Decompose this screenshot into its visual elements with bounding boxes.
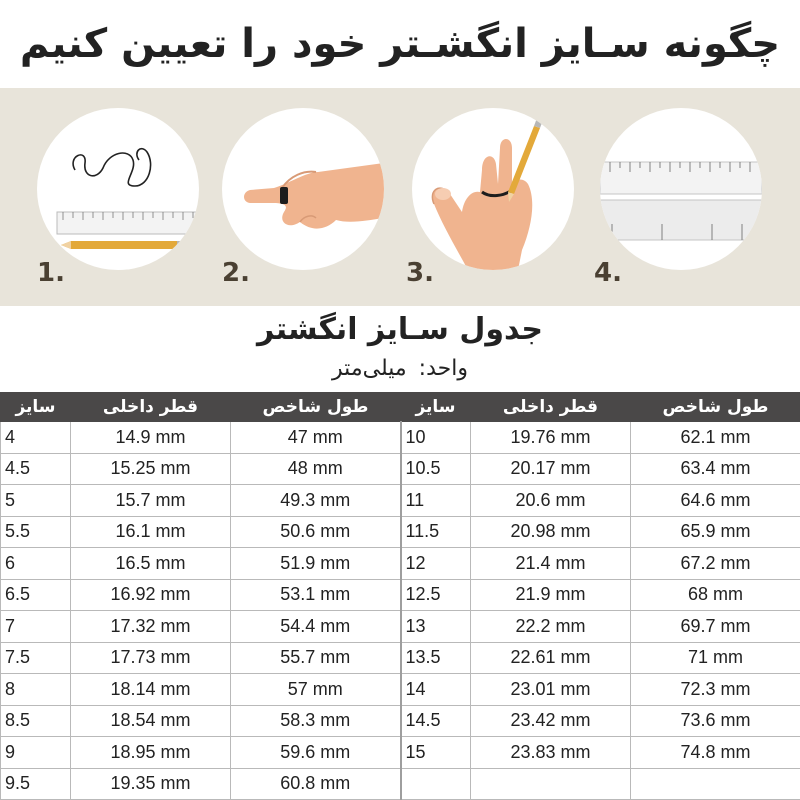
unit-value: میلی‌متر	[332, 355, 407, 381]
unit-line	[0, 350, 800, 386]
circumference-cell: 50.6 mm	[231, 516, 401, 548]
inner-diameter-cell: 20.98 mm	[471, 516, 631, 548]
circumference-cell: 69.7 mm	[631, 611, 800, 643]
size-cell: 9.5	[1, 768, 71, 800]
inner-diameter-cell: 16.5 mm	[71, 548, 231, 580]
table-row	[1, 674, 800, 706]
circumference-cell: 59.6 mm	[231, 737, 401, 769]
size-cell: 4.5	[1, 453, 71, 485]
inner-diameter-cell: 18.95 mm	[71, 737, 231, 769]
circumference-cell: 62.1 mm	[631, 422, 800, 454]
inner-diameter-cell: 20.6 mm	[471, 485, 631, 517]
measuring-steps-panel	[0, 88, 800, 306]
circumference-cell: 68 mm	[631, 579, 800, 611]
size-cell: 15	[401, 737, 471, 769]
table-title: جدول سـایز انگشتر	[257, 311, 543, 347]
size-cell: 8	[1, 674, 71, 706]
step-1-number: 1.	[37, 258, 65, 288]
size-cell: 11.5	[401, 516, 471, 548]
step-2-image	[222, 108, 384, 270]
size-cell	[401, 768, 471, 800]
size-cell: 11	[401, 485, 471, 517]
ring-size-table	[0, 392, 800, 800]
circumference-cell: 67.2 mm	[631, 548, 800, 580]
size-cell: 7.5	[1, 642, 71, 674]
size-cell: 5	[1, 485, 71, 517]
inner-diameter-cell: 22.2 mm	[471, 611, 631, 643]
table-row	[1, 516, 800, 548]
string-ruler-pencil-icon	[37, 108, 199, 270]
step-4-number: 4.	[594, 258, 622, 288]
circumference-cell: 51.9 mm	[231, 548, 401, 580]
circumference-cell: 54.4 mm	[231, 611, 401, 643]
step-2-number: 2.	[222, 258, 250, 288]
inner-diameter-cell: 17.73 mm	[71, 642, 231, 674]
header-size: سایز	[401, 393, 471, 422]
circumference-cell	[631, 768, 800, 800]
inner-diameter-cell: 16.92 mm	[71, 579, 231, 611]
header-size: سایز	[1, 393, 71, 422]
size-cell: 7	[1, 611, 71, 643]
inner-diameter-cell: 19.76 mm	[471, 422, 631, 454]
size-cell: 4	[1, 422, 71, 454]
circumference-cell: 72.3 mm	[631, 674, 800, 706]
table-row	[1, 611, 800, 643]
finger-with-string-icon	[222, 108, 384, 270]
inner-diameter-cell: 20.17 mm	[471, 453, 631, 485]
size-cell: 10.5	[401, 453, 471, 485]
size-cell: 13	[401, 611, 471, 643]
table-row	[1, 485, 800, 517]
circumference-cell: 53.1 mm	[231, 579, 401, 611]
step-3-number: 3.	[406, 258, 434, 288]
marking-string-with-pen-icon	[412, 108, 574, 270]
size-cell: 9	[1, 737, 71, 769]
table-row	[1, 737, 800, 769]
header-inner-diameter: قطر داخلی	[71, 393, 231, 422]
table-header-row	[1, 393, 800, 422]
header-circumference: طول شاخص	[631, 393, 800, 422]
size-cell: 13.5	[401, 642, 471, 674]
circumference-cell: 74.8 mm	[631, 737, 800, 769]
circumference-cell: 57 mm	[231, 674, 401, 706]
inner-diameter-cell: 17.32 mm	[71, 611, 231, 643]
size-cell: 14	[401, 674, 471, 706]
inner-diameter-cell: 22.61 mm	[471, 642, 631, 674]
header-circumference: طول شاخص	[231, 393, 401, 422]
inner-diameter-cell: 16.1 mm	[71, 516, 231, 548]
table-row	[1, 453, 800, 485]
size-cell: 6	[1, 548, 71, 580]
inner-diameter-cell: 18.54 mm	[71, 705, 231, 737]
inner-diameter-cell: 21.4 mm	[471, 548, 631, 580]
circumference-cell: 49.3 mm	[231, 485, 401, 517]
inner-diameter-cell: 23.01 mm	[471, 674, 631, 706]
size-cell: 12	[401, 548, 471, 580]
inner-diameter-cell: 15.7 mm	[71, 485, 231, 517]
size-cell: 8.5	[1, 705, 71, 737]
inner-diameter-cell	[471, 768, 631, 800]
size-cell: 5.5	[1, 516, 71, 548]
circumference-cell: 47 mm	[231, 422, 401, 454]
table-row	[1, 579, 800, 611]
size-cell: 6.5	[1, 579, 71, 611]
circumference-cell: 73.6 mm	[631, 705, 800, 737]
step-4-image	[600, 108, 762, 270]
circumference-cell: 65.9 mm	[631, 516, 800, 548]
inner-diameter-cell: 23.42 mm	[471, 705, 631, 737]
size-cell: 10	[401, 422, 471, 454]
table-row	[1, 548, 800, 580]
inner-diameter-cell: 21.9 mm	[471, 579, 631, 611]
table-row	[1, 642, 800, 674]
unit-label: واحد:	[418, 355, 468, 381]
inner-diameter-cell: 15.25 mm	[71, 453, 231, 485]
step-3-image	[412, 108, 574, 270]
table-row	[1, 705, 800, 737]
size-cell: 12.5	[401, 579, 471, 611]
inner-diameter-cell: 19.35 mm	[71, 768, 231, 800]
measuring-on-ruler-icon	[600, 108, 762, 270]
circumference-cell: 58.3 mm	[231, 705, 401, 737]
step-1-image	[37, 108, 199, 270]
circumference-cell: 60.8 mm	[231, 768, 401, 800]
inner-diameter-cell: 18.14 mm	[71, 674, 231, 706]
circumference-cell: 64.6 mm	[631, 485, 800, 517]
inner-diameter-cell: 14.9 mm	[71, 422, 231, 454]
table-row	[1, 422, 800, 454]
circumference-cell: 71 mm	[631, 642, 800, 674]
inner-diameter-cell: 23.83 mm	[471, 737, 631, 769]
page-title: چگونه سـایز انگشـتر خود را تعیین کنیم	[19, 21, 781, 67]
size-cell: 14.5	[401, 705, 471, 737]
circumference-cell: 48 mm	[231, 453, 401, 485]
circumference-cell: 55.7 mm	[231, 642, 401, 674]
header-inner-diameter: قطر داخلی	[471, 393, 631, 422]
table-row	[1, 768, 800, 800]
circumference-cell: 63.4 mm	[631, 453, 800, 485]
